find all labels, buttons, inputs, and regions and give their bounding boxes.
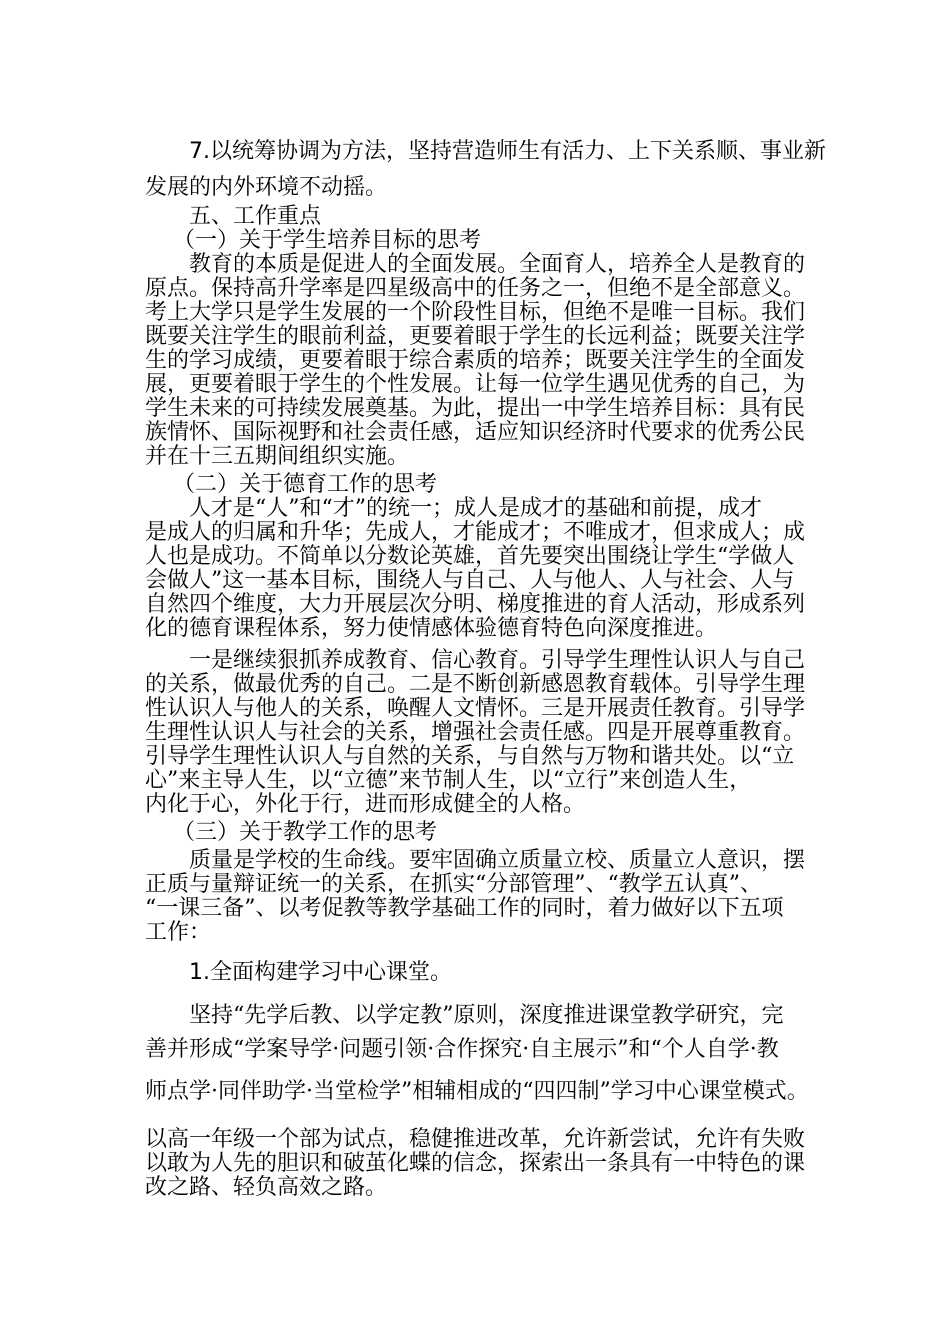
paragraph-line: 学生未来的可持续发展奠基。为此，提出一中学生培养目标：具有民 bbox=[145, 396, 806, 421]
paragraph-line: 人才是“人”和“才”的统一；成人是成才的基础和前提，成才 bbox=[189, 496, 762, 521]
paragraph-line: 一是继续狠抓养成教育、信心教育。引导学生理性认识人与自己 bbox=[189, 648, 806, 673]
paragraph-line: 会做人”这一基本目标，围绕人与自己、人与他人、人与社会、人与 bbox=[145, 568, 795, 593]
paragraph-line: 教育的本质是促进人的全面发展。全面育人，培养全人是教育的 bbox=[189, 252, 806, 277]
paragraph-line: 的关系，做最优秀的自己。二是不断创新感恩教育载体。引导学生理 bbox=[145, 672, 806, 697]
subsection-heading: （一）关于学生培养目标的思考 bbox=[173, 228, 482, 253]
paragraph-line: 质量是学校的生命线。要牢固确立质量立校、质量立人意识，摆 bbox=[189, 848, 806, 873]
paragraph-line: 改之路、轻负高效之路。 bbox=[145, 1175, 388, 1200]
paragraph-line: 化的德育课程体系，努力使情感体验德育特色向深度推进。 bbox=[145, 616, 718, 641]
paragraph-line: 族情怀、国际视野和社会责任感，适应知识经济时代要求的优秀公民 bbox=[145, 420, 806, 445]
paragraph-line: 工作： bbox=[145, 920, 212, 945]
list-item-heading: 1.全面构建学习中心课堂。 bbox=[189, 960, 452, 985]
paragraph-line: 性认识人与他人的关系，唤醒人文情怀。三是开展责任教育。引导学 bbox=[145, 696, 806, 721]
subsection-heading: （三）关于教学工作的思考 bbox=[173, 820, 438, 845]
paragraph-line: 生的学习成绩，更要着眼于综合素质的培养；既要关注学生的全面发 bbox=[145, 348, 806, 373]
paragraph-line: 以敢为人先的胆识和破茧化蝶的信念，探索出一条具有一中特色的课 bbox=[145, 1151, 806, 1176]
paragraph-line: 7.以统筹协调为方法，坚持营造师生有活力、上下关系顺、事业新 bbox=[189, 139, 826, 164]
paragraph-line: 并在十三五期间组织实施。 bbox=[145, 444, 410, 469]
subsection-heading: （二）关于德育工作的思考 bbox=[173, 472, 438, 497]
section-heading: 五、工作重点 bbox=[189, 204, 322, 229]
paragraph-line: 坚持“先学后教、以学定教”原则，深度推进课堂教学研究，完 bbox=[189, 1003, 784, 1028]
paragraph-line: 考上大学只是学生发展的一个阶段性目标，但绝不是唯一目标。我们 bbox=[145, 300, 806, 325]
paragraph-line: 人也是成功。不简单以分数论英雄，首先要突出围绕让学生“学做人 bbox=[145, 544, 795, 569]
paragraph-line: 自然四个维度，大力开展层次分明、梯度推进的育人活动，形成系列 bbox=[145, 592, 806, 617]
paragraph-line: 发展的内外环境不动摇。 bbox=[145, 175, 388, 200]
paragraph-line: 以高一年级一个部为试点，稳健推进改革，允许新尝试，允许有失败 bbox=[145, 1127, 806, 1152]
paragraph-line: 生理性认识人与社会的关系，增强社会责任感。四是开展尊重教育。 bbox=[145, 720, 806, 745]
paragraph-line: 心”来主导人生，以“立德”来节制人生，以“立行”来创造人生， bbox=[145, 768, 752, 793]
paragraph-line: 正质与量辩证统一的关系，在抓实“分部管理”、“教学五认真”、 bbox=[145, 872, 762, 897]
paragraph-line: 善并形成“学案导学·问题引领·合作探究·自主展示”和“个人自学·教 bbox=[145, 1037, 779, 1062]
paragraph-line: 内化于心，外化于行，进而形成健全的人格。 bbox=[145, 792, 586, 817]
paragraph-line: 展，更要着眼于学生的个性发展。让每一位学生遇见优秀的自己，为 bbox=[145, 372, 806, 397]
paragraph-line: 是成人的归属和升华；先成人，才能成才；不唯成才，但求成人；成 bbox=[145, 520, 806, 545]
paragraph-line: 原点。保持高升学率是四星级高中的任务之一，但绝不是全部意义。 bbox=[145, 276, 806, 301]
paragraph-line: 既要关注学生的眼前利益，更要着眼于学生的长远利益；既要关注学 bbox=[145, 324, 806, 349]
paragraph-line: 引导学生理性认识人与自然的关系，与自然与万物和谐共处。以“立 bbox=[145, 744, 795, 769]
paragraph-line: 师点学·同伴助学·当堂检学”相辅相成的“四四制”学习中心课堂模式。 bbox=[145, 1079, 809, 1104]
paragraph-line: “一课三备”、以考促教等教学基础工作的同时，着力做好以下五项 bbox=[145, 896, 784, 921]
